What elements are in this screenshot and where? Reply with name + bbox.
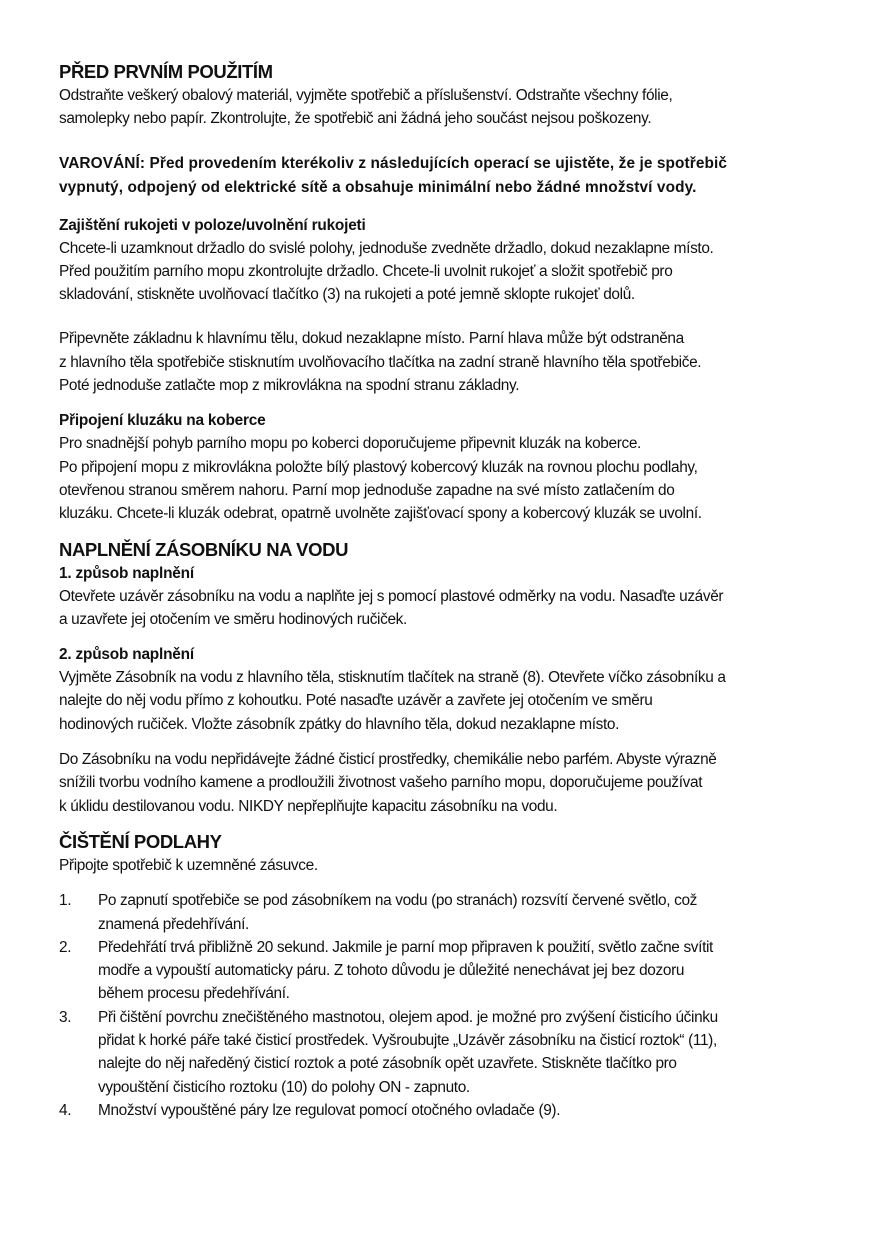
text-line: vypouštění čisticího roztoku (10) do polohy ON - zapnuto. [98,1078,470,1096]
text-line: z hlavního těla spotřebiče stisknutím uvolňovacího tlačítka na zadní straně hlavního těla spotřebiče. [59,353,702,371]
text-line: Pro snadnější pohyb parního mopu po koberci doporučujeme připevnit kluzák na koberce. [59,435,641,453]
list-item [59,889,819,936]
warning-line: vypnutý, odpojený od elektrické sítě a obsahuje minimální nebo žádné množství vody. [59,178,697,196]
list-item [59,1006,819,1099]
text-line: Po připojení mopu z mikrovlákna položte bílý plastový kobercový kluzák na rovnou plochu podlahy, [59,458,698,476]
list-item-number: 1. [59,892,72,910]
paragraph-floor-intro [59,854,819,877]
floor-steps-list [59,889,819,1122]
text-line: kluzáku. Chcete-li kluzák odebrat, opatrně uvolněte zajišťovací spony a kobercový kluzák se uvolní. [59,505,702,523]
text-line: přidat k horké páře také čisticí prostředek. Vyšroubujte „Uzávěr zásobníku na čisticí roztok“ (11), [98,1032,717,1050]
text-line: samolepky nebo papír. Zkontrolujte, že spotřebič ani žádná jeho součást nejsou poškozeny. [59,110,652,128]
list-item-number: 3. [59,1008,72,1026]
text-line: Chcete-li uzamknout držadlo do svislé polohy, jednoduše zvedněte držadlo, dokud nezaklapne místo. [59,239,714,257]
text-line: Předehřátí trvá přibližně 20 sekund. Jakmile je parní mop připraven k použití, světlo začne svítit [98,938,713,956]
text-line: Otevřete uzávěr zásobníku na vodu a naplňte jej s pomocí plastové odměrky na vodu. Nasaďte uzávěr [59,587,724,605]
text-line: modře a vypouští automaticky páru. Z tohoto důvodu je důležité nenechávat jej bez dozoru [98,962,685,980]
paragraph-carpet [59,432,819,525]
warning-paragraph [59,152,819,200]
subheading-method-1: 1. způsob naplnění [59,564,194,582]
text-line: Množství vypouštěné páry lze regulovat pomocí otočného ovladače (9). [98,1101,561,1119]
paragraph-method-2 [59,666,819,736]
paragraph-handle [59,237,819,307]
text-line: Vyjměte Zásobník na vodu z hlavního těla, stisknutím tlačítek na straně (8). Otevřete víčko zásobníku a [59,669,726,687]
paragraph-base-attach [59,327,819,397]
list-item [59,936,819,1006]
list-item [59,1099,819,1122]
text-line: Odstraňte veškerý obalový materiál, vyjměte spotřebič a příslušenství. Odstraňte všechny fólie, [59,87,673,104]
text-line: otevřenou stranou směrem nahoru. Parní mop jednoduše zapadne na své místo zatlačením do [59,481,675,499]
text-line: Do Zásobníku na vodu nepřidávejte žádné čisticí prostředky, chemikálie nebo parfém. Abyste výrazně [59,751,717,769]
subheading-handle: Zajištění rukojeti v poloze/uvolnění rukojeti [59,216,366,234]
text-line: Při čištění povrchu znečištěného mastnotou, olejem apod. je možné pro zvýšení čisticího účinku [98,1008,718,1026]
paragraph-method-1 [59,585,819,632]
text-line: Před použitím parního mopu zkontrolujte držadlo. Chcete-li uvolnit rukojeť a složit spotřebič pro [59,262,673,280]
text-line: znamená předehřívání. [98,915,249,933]
section-heading-tank: NAPLNĚNÍ ZÁSOBNÍKU NA VODU [59,538,349,560]
text-line: nalejte do něj naředěný čisticí roztok a poté zásobník opět uzavřete. Stiskněte tlačítko pro [98,1055,677,1073]
paragraph-tank-note [59,748,819,818]
list-item-number: 4. [59,1101,72,1119]
text-line: Připevněte základnu k hlavnímu tělu, dokud nezaklapne místo. Parní hlava může být odstraněna [59,330,684,348]
document-page [59,60,819,1122]
warning-line: VAROVÁNÍ: Před provedením kterékoliv z následujících operací se ujistěte, že je spotřebič [59,154,728,172]
text-line: skladování, stiskněte uvolňovací tlačítko (3) na rukojeti a poté jemně sklopte rukojeť dolů. [59,286,635,304]
section-heading-before-first-use: PŘED PRVNÍM POUŽITÍM [59,61,273,82]
text-line: snížili tvorbu vodního kamene a prodloužili životnost vašeho parního mopu, doporučujeme používat [59,774,703,792]
subheading-method-2: 2. způsob naplnění [59,646,194,664]
text-line: nalejte do něj vodu přímo z kohoutku. Poté nasaďte uzávěr a zavřete jej otočením ve směru [59,692,653,710]
section-heading-floor: ČIŠTĚNÍ PODLAHY [59,830,222,852]
subheading-carpet: Připojení kluzáku na koberce [59,412,266,430]
text-line: a uzavřete jej otočením ve směru hodinových ručiček. [59,610,407,628]
text-line: během procesu předehřívání. [98,985,290,1003]
paragraph-before-first-use [59,84,819,131]
text-line: k úklidu destilovanou vodu. NIKDY nepřeplňujte kapacitu zásobníku na vodu. [59,797,558,815]
text-line: Poté jednoduše zatlačte mop z mikrovlákna na spodní stranu základny. [59,377,520,395]
text-line: Připojte spotřebič k uzemněné zásuvce. [59,856,318,874]
text-line: hodinových ručiček. Vložte zásobník zpátky do hlavního těla, dokud nezaklapne místo. [59,715,620,733]
text-line: Po zapnutí spotřebiče se pod zásobníkem na vodu (po stranách) rozsvítí červené světlo, což [98,892,697,910]
list-item-number: 2. [59,938,72,956]
